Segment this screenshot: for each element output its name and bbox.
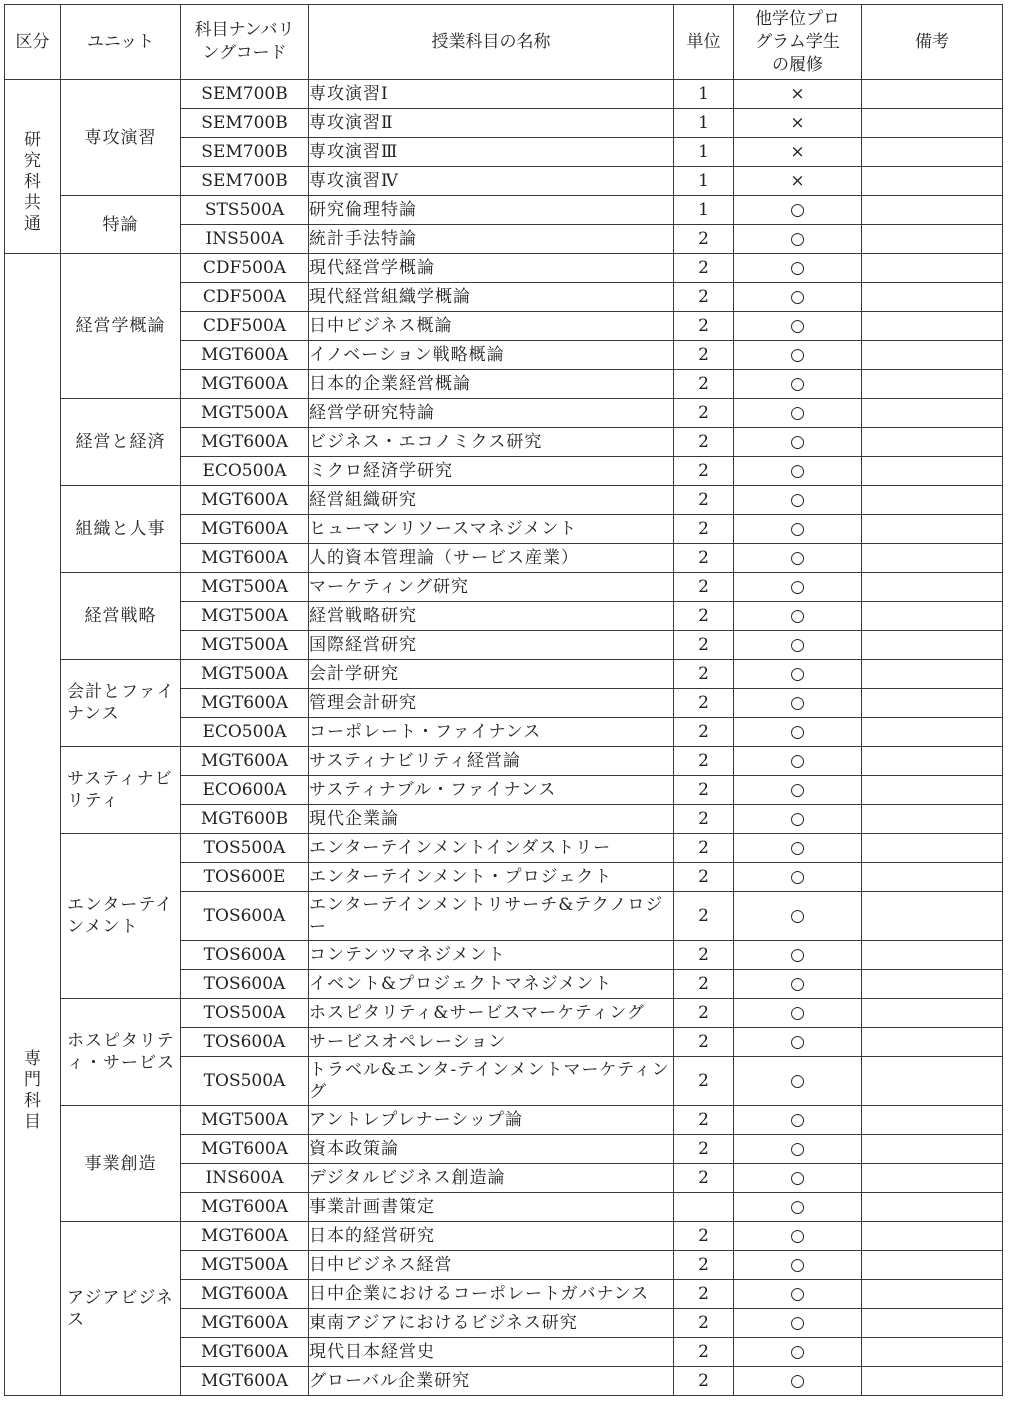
course-code-cell: MGT600A	[181, 486, 309, 515]
header-course-name: 授業科目の名称	[309, 5, 674, 80]
remarks-cell	[862, 254, 1003, 283]
course-name-cell: 専攻演習Ⅳ	[309, 167, 674, 196]
course-code-cell: CDF500A	[181, 254, 309, 283]
remarks-cell	[862, 863, 1003, 892]
remarks-cell	[862, 718, 1003, 747]
credits-cell: 2	[674, 602, 734, 631]
table-row	[5, 80, 1003, 109]
credits-cell: 2	[674, 970, 734, 999]
course-code-cell: MGT600A	[181, 515, 309, 544]
credits-cell: 2	[674, 689, 734, 718]
remarks-cell	[862, 941, 1003, 970]
other-program-cell: ○	[734, 1164, 862, 1193]
course-code-cell: STS500A	[181, 196, 309, 225]
course-name-cell: 会計学研究	[309, 660, 674, 689]
course-name-cell: 現代企業論	[309, 805, 674, 834]
remarks-cell	[862, 1106, 1003, 1135]
other-program-cell: ○	[734, 283, 862, 312]
other-program-cell: ○	[734, 602, 862, 631]
table-row	[5, 1222, 1003, 1251]
credits-cell: 1	[674, 138, 734, 167]
course-name-cell: 事業計画書策定	[309, 1193, 674, 1222]
course-code-cell: ECO500A	[181, 457, 309, 486]
course-name-cell: 日本的企業経営概論	[309, 370, 674, 399]
remarks-cell	[862, 109, 1003, 138]
other-program-cell: ○	[734, 776, 862, 805]
table-row	[5, 399, 1003, 428]
credits-cell: 2	[674, 1309, 734, 1338]
other-program-cell: ○	[734, 225, 862, 254]
course-name-cell: 専攻演習Ⅱ	[309, 109, 674, 138]
other-program-cell: ○	[734, 254, 862, 283]
course-name-cell: ヒューマンリソースマネジメント	[309, 515, 674, 544]
unit-cell: 専攻演習	[61, 80, 181, 196]
remarks-cell	[862, 970, 1003, 999]
unit-cell: 特論	[61, 196, 181, 254]
credits-cell: 1	[674, 167, 734, 196]
credits-cell: 2	[674, 1338, 734, 1367]
course-code-cell: MGT600A	[181, 1280, 309, 1309]
course-name-cell: 日本的経営研究	[309, 1222, 674, 1251]
other-program-cell: ×	[734, 138, 862, 167]
course-code-cell: TOS500A	[181, 999, 309, 1028]
other-program-cell: ○	[734, 196, 862, 225]
course-name-cell: 日中ビジネス経営	[309, 1251, 674, 1280]
credits-cell: 2	[674, 834, 734, 863]
course-name-cell: 経営組織研究	[309, 486, 674, 515]
course-code-cell: MGT600A	[181, 747, 309, 776]
unit-cell: 経営戦略	[61, 573, 181, 660]
remarks-cell	[862, 341, 1003, 370]
unit-cell: 経営学概論	[61, 254, 181, 399]
other-program-cell: ○	[734, 312, 862, 341]
table-row	[5, 1106, 1003, 1135]
remarks-cell	[862, 573, 1003, 602]
other-program-cell: ○	[734, 834, 862, 863]
unit-cell: 事業創造	[61, 1106, 181, 1222]
course-name-cell: 現代経営組織学概論	[309, 283, 674, 312]
remarks-cell	[862, 805, 1003, 834]
remarks-cell	[862, 1222, 1003, 1251]
credits-cell: 2	[674, 776, 734, 805]
course-code-cell: SEM700B	[181, 109, 309, 138]
course-name-cell: 専攻演習Ⅲ	[309, 138, 674, 167]
credits-cell: 2	[674, 370, 734, 399]
category-label: 研究科共通	[24, 130, 41, 234]
other-program-cell: ○	[734, 457, 862, 486]
remarks-cell	[862, 1135, 1003, 1164]
credits-cell: 2	[674, 515, 734, 544]
remarks-cell	[862, 283, 1003, 312]
course-name-cell: コーポレート・ファイナンス	[309, 718, 674, 747]
remarks-cell	[862, 457, 1003, 486]
remarks-cell	[862, 196, 1003, 225]
credits-cell: 2	[674, 999, 734, 1028]
credits-cell: 2	[674, 428, 734, 457]
remarks-cell	[862, 689, 1003, 718]
course-name-cell: 現代日本経営史	[309, 1338, 674, 1367]
course-name-cell: 国際経営研究	[309, 631, 674, 660]
course-name-cell: サスティナブル・ファイナンス	[309, 776, 674, 805]
credits-cell: 2	[674, 457, 734, 486]
other-program-cell: ○	[734, 1135, 862, 1164]
other-program-cell: ○	[734, 1367, 862, 1396]
remarks-cell	[862, 428, 1003, 457]
credits-cell: 1	[674, 109, 734, 138]
remarks-cell	[862, 1367, 1003, 1396]
course-code-cell: MGT600A	[181, 1222, 309, 1251]
remarks-cell	[862, 312, 1003, 341]
header-other-program	[734, 5, 862, 80]
course-name-cell: イノベーション戦略概論	[309, 341, 674, 370]
other-program-cell: ○	[734, 1251, 862, 1280]
course-code-cell: MGT600A	[181, 1367, 309, 1396]
course-code-cell: MGT600A	[181, 1135, 309, 1164]
credits-cell: 1	[674, 196, 734, 225]
remarks-cell	[862, 225, 1003, 254]
course-name-cell: 経営学研究特論	[309, 399, 674, 428]
header-unit: ユニット	[61, 5, 181, 80]
course-name-cell: ビジネス・エコノミクス研究	[309, 428, 674, 457]
other-program-cell: ○	[734, 515, 862, 544]
credits-cell	[674, 1193, 734, 1222]
other-program-cell: ×	[734, 80, 862, 109]
course-code-cell: INS600A	[181, 1164, 309, 1193]
other-program-cell: ○	[734, 428, 862, 457]
remarks-cell	[862, 138, 1003, 167]
remarks-cell	[862, 747, 1003, 776]
credits-cell: 2	[674, 341, 734, 370]
other-program-cell: ○	[734, 399, 862, 428]
header-credits: 単位	[674, 5, 734, 80]
course-name-cell: 研究倫理特論	[309, 196, 674, 225]
category-label: 専門科目	[24, 1048, 41, 1132]
credits-cell: 2	[674, 1251, 734, 1280]
credits-cell: 2	[674, 225, 734, 254]
course-name-cell: 資本政策論	[309, 1135, 674, 1164]
course-code-cell: MGT500A	[181, 399, 309, 428]
remarks-cell	[862, 834, 1003, 863]
other-program-cell: ○	[734, 1057, 862, 1106]
header-row	[5, 5, 1003, 80]
remarks-cell	[862, 167, 1003, 196]
course-name-cell: サービスオペレーション	[309, 1028, 674, 1057]
course-name-cell: 現代経営学概論	[309, 254, 674, 283]
credits-cell: 2	[674, 573, 734, 602]
course-code-cell: TOS600A	[181, 970, 309, 999]
credits-cell: 2	[674, 1222, 734, 1251]
course-code-cell: TOS500A	[181, 1057, 309, 1106]
header-other-program-text: 他学位プログラム学生の履修	[755, 8, 840, 75]
credits-cell: 2	[674, 312, 734, 341]
header-remarks: 備考	[862, 5, 1003, 80]
course-name-cell: ミクロ経済学研究	[309, 457, 674, 486]
table-body	[5, 5, 1003, 1396]
course-name-cell: エンターテインメントインダストリー	[309, 834, 674, 863]
header-category: 区分	[5, 5, 61, 80]
remarks-cell	[862, 1164, 1003, 1193]
other-program-cell: ○	[734, 341, 862, 370]
course-code-cell: MGT600A	[181, 1309, 309, 1338]
remarks-cell	[862, 515, 1003, 544]
other-program-cell: ○	[734, 1106, 862, 1135]
course-code-cell: MGT600A	[181, 689, 309, 718]
course-name-cell: コンテンツマネジメント	[309, 941, 674, 970]
category-cell	[5, 254, 61, 1396]
remarks-cell	[862, 486, 1003, 515]
remarks-cell	[862, 602, 1003, 631]
other-program-cell: ○	[734, 1028, 862, 1057]
credits-cell: 2	[674, 941, 734, 970]
course-name-cell: グローバル企業研究	[309, 1367, 674, 1396]
course-name-cell: エンターテインメントリサーチ&テクノロジー	[309, 892, 674, 941]
course-name-cell: 日中ビジネス概論	[309, 312, 674, 341]
remarks-cell	[862, 1057, 1003, 1106]
remarks-cell	[862, 1251, 1003, 1280]
credits-cell: 2	[674, 399, 734, 428]
remarks-cell	[862, 399, 1003, 428]
credits-cell: 2	[674, 718, 734, 747]
course-code-cell: MGT500A	[181, 602, 309, 631]
unit-cell: 会計とファイナンス	[61, 660, 181, 747]
remarks-cell	[862, 776, 1003, 805]
credits-cell: 2	[674, 892, 734, 941]
other-program-cell: ×	[734, 167, 862, 196]
remarks-cell	[862, 80, 1003, 109]
remarks-cell	[862, 1280, 1003, 1309]
table-row	[5, 747, 1003, 776]
credits-cell: 2	[674, 1367, 734, 1396]
other-program-cell: ○	[734, 718, 862, 747]
table-row	[5, 486, 1003, 515]
credits-cell: 2	[674, 805, 734, 834]
course-name-cell: ホスピタリティ&サービスマーケティング	[309, 999, 674, 1028]
other-program-cell: ○	[734, 805, 862, 834]
remarks-cell	[862, 660, 1003, 689]
other-program-cell: ○	[734, 863, 862, 892]
header-course-code-text: 科目ナンバリングコード	[194, 20, 295, 63]
other-program-cell: ○	[734, 660, 862, 689]
other-program-cell: ○	[734, 1280, 862, 1309]
other-program-cell: ×	[734, 109, 862, 138]
other-program-cell: ○	[734, 747, 862, 776]
credits-cell: 2	[674, 1106, 734, 1135]
credits-cell: 2	[674, 631, 734, 660]
course-name-cell: 管理会計研究	[309, 689, 674, 718]
other-program-cell: ○	[734, 689, 862, 718]
course-name-cell: トラベル&エンタ-テインメントマーケティング	[309, 1057, 674, 1106]
unit-cell: ホスピタリティ・サービス	[61, 999, 181, 1106]
course-name-cell: 専攻演習Ⅰ	[309, 80, 674, 109]
unit-cell: エンターテインメント	[61, 834, 181, 999]
table-row	[5, 573, 1003, 602]
unit-cell: アジアビジネス	[61, 1222, 181, 1396]
course-name-cell: 経営戦略研究	[309, 602, 674, 631]
other-program-cell: ○	[734, 1309, 862, 1338]
course-code-cell: MGT500A	[181, 660, 309, 689]
other-program-cell: ○	[734, 370, 862, 399]
course-code-cell: CDF500A	[181, 312, 309, 341]
course-code-cell: MGT600A	[181, 428, 309, 457]
remarks-cell	[862, 1193, 1003, 1222]
credits-cell: 2	[674, 660, 734, 689]
course-code-cell: MGT600A	[181, 1193, 309, 1222]
course-code-cell: INS500A	[181, 225, 309, 254]
course-code-cell: MGT600A	[181, 544, 309, 573]
unit-cell: 経営と経済	[61, 399, 181, 486]
course-name-cell: デジタルビジネス創造論	[309, 1164, 674, 1193]
other-program-cell: ○	[734, 970, 862, 999]
header-course-code	[181, 5, 309, 80]
course-code-cell: MGT500A	[181, 1251, 309, 1280]
course-code-cell: TOS600A	[181, 1028, 309, 1057]
credits-cell: 2	[674, 1028, 734, 1057]
credits-cell: 2	[674, 1164, 734, 1193]
other-program-cell: ○	[734, 1222, 862, 1251]
other-program-cell: ○	[734, 573, 862, 602]
remarks-cell	[862, 1028, 1003, 1057]
course-name-cell: 日中企業におけるコーポレートガバナンス	[309, 1280, 674, 1309]
credits-cell: 2	[674, 1280, 734, 1309]
unit-cell: 組織と人事	[61, 486, 181, 573]
table-row	[5, 196, 1003, 225]
credits-cell: 2	[674, 254, 734, 283]
remarks-cell	[862, 370, 1003, 399]
credits-cell: 2	[674, 1057, 734, 1106]
credits-cell: 2	[674, 283, 734, 312]
other-program-cell: ○	[734, 1338, 862, 1367]
course-code-cell: CDF500A	[181, 283, 309, 312]
course-name-cell: アントレプレナーシップ論	[309, 1106, 674, 1135]
credits-cell: 1	[674, 80, 734, 109]
course-code-cell: MGT500A	[181, 1106, 309, 1135]
table-row	[5, 999, 1003, 1028]
credits-cell: 2	[674, 1135, 734, 1164]
course-name-cell: エンターテインメント・プロジェクト	[309, 863, 674, 892]
category-cell	[5, 80, 61, 254]
other-program-cell: ○	[734, 1193, 862, 1222]
credits-cell: 2	[674, 863, 734, 892]
course-name-cell: 統計手法特論	[309, 225, 674, 254]
other-program-cell: ○	[734, 544, 862, 573]
remarks-cell	[862, 631, 1003, 660]
course-code-cell: SEM700B	[181, 80, 309, 109]
course-code-cell: TOS600A	[181, 941, 309, 970]
course-name-cell: サスティナビリティ経営論	[309, 747, 674, 776]
course-code-cell: SEM700B	[181, 138, 309, 167]
credits-cell: 2	[674, 747, 734, 776]
course-code-cell: SEM700B	[181, 167, 309, 196]
credits-cell: 2	[674, 544, 734, 573]
course-name-cell: 人的資本管理論（サービス産業）	[309, 544, 674, 573]
course-code-cell: MGT600B	[181, 805, 309, 834]
course-name-cell: イベント&プロジェクトマネジメント	[309, 970, 674, 999]
remarks-cell	[862, 892, 1003, 941]
course-code-cell: TOS500A	[181, 834, 309, 863]
course-code-cell: MGT500A	[181, 631, 309, 660]
course-code-cell: MGT600A	[181, 341, 309, 370]
course-code-cell: ECO500A	[181, 718, 309, 747]
remarks-cell	[862, 1338, 1003, 1367]
unit-cell: サスティナビリティ	[61, 747, 181, 834]
credits-cell: 2	[674, 486, 734, 515]
other-program-cell: ○	[734, 892, 862, 941]
course-name-cell: マーケティング研究	[309, 573, 674, 602]
course-code-cell: MGT600A	[181, 370, 309, 399]
curriculum-table	[4, 4, 1003, 1396]
course-code-cell: MGT600A	[181, 1338, 309, 1367]
table-row	[5, 834, 1003, 863]
course-code-cell: TOS600E	[181, 863, 309, 892]
table-row	[5, 254, 1003, 283]
other-program-cell: ○	[734, 941, 862, 970]
other-program-cell: ○	[734, 999, 862, 1028]
course-code-cell: TOS600A	[181, 892, 309, 941]
remarks-cell	[862, 999, 1003, 1028]
remarks-cell	[862, 1309, 1003, 1338]
other-program-cell: ○	[734, 631, 862, 660]
table-row	[5, 660, 1003, 689]
remarks-cell	[862, 544, 1003, 573]
other-program-cell: ○	[734, 486, 862, 515]
course-code-cell: ECO600A	[181, 776, 309, 805]
course-name-cell: 東南アジアにおけるビジネス研究	[309, 1309, 674, 1338]
course-code-cell: MGT500A	[181, 573, 309, 602]
